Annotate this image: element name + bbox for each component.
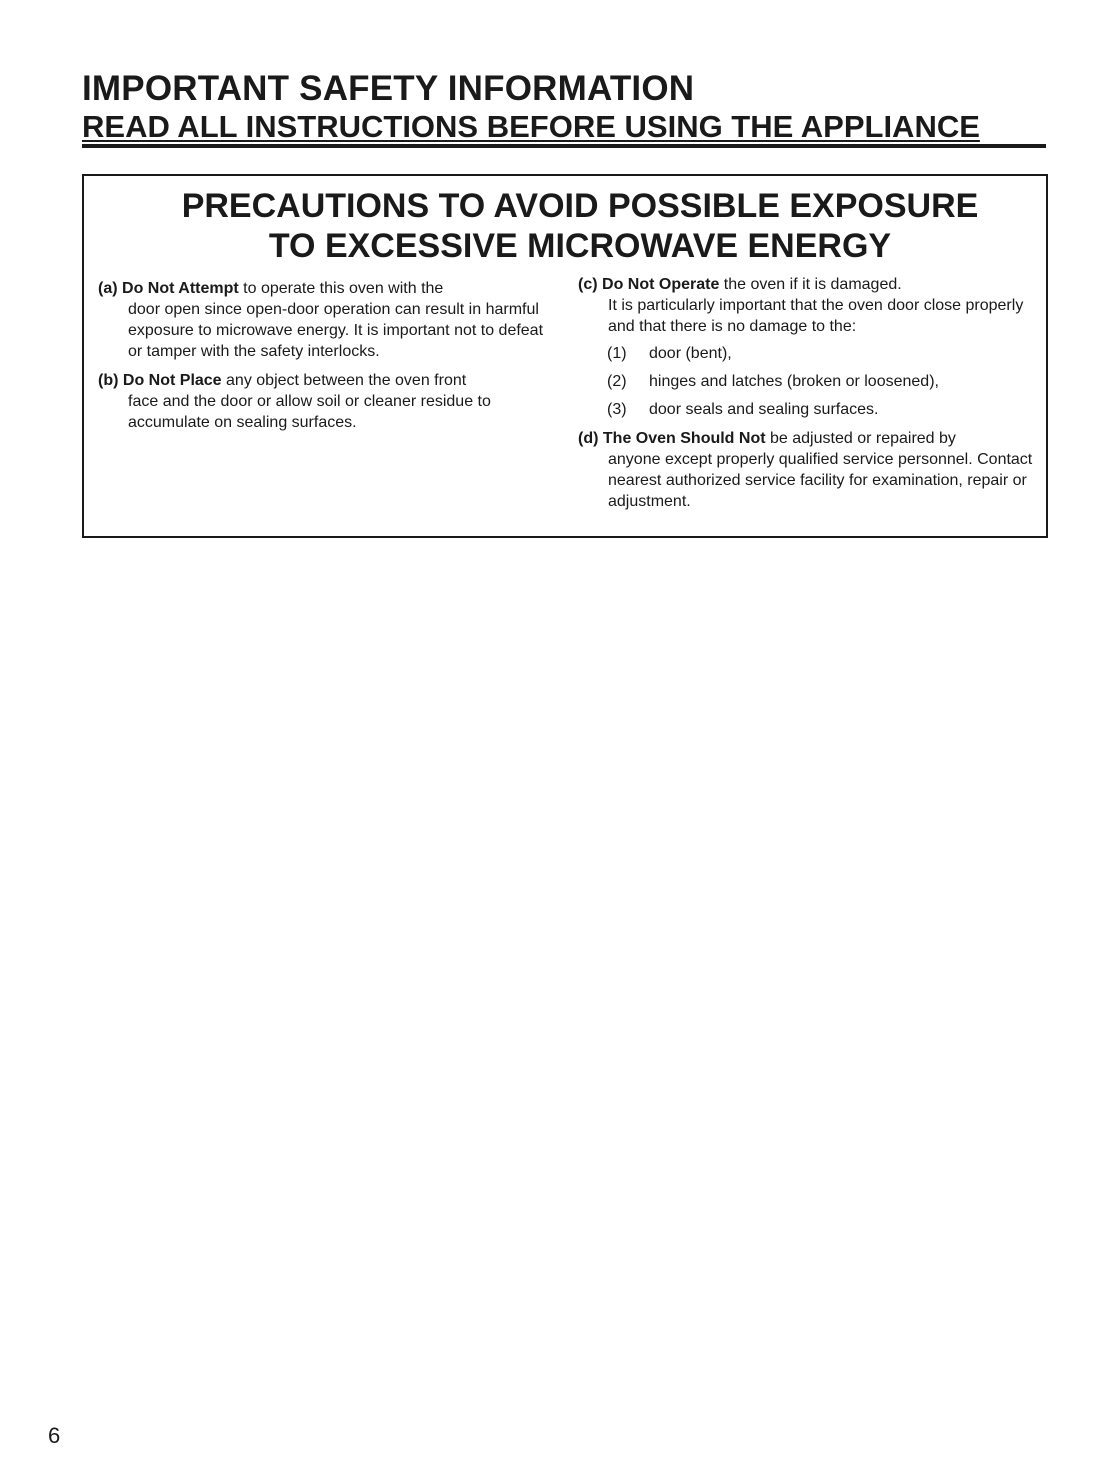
precaution-item-head xyxy=(578,428,1038,449)
item-first-line: the oven if it is damaged. xyxy=(719,276,902,293)
precautions-title-line2: TO EXCESSIVE MICROWAVE ENERGY xyxy=(268,227,892,265)
page-number: 6 xyxy=(48,1423,61,1448)
precaution-item-c xyxy=(578,274,1038,420)
header-rule xyxy=(82,144,1046,148)
page-header xyxy=(82,70,1046,144)
damage-list-number: (1) xyxy=(607,345,627,362)
precaution-item-d xyxy=(578,428,1038,512)
damage-list-item xyxy=(607,371,1038,392)
precaution-item-b xyxy=(98,370,548,433)
item-lead: The Oven Should Not xyxy=(602,430,766,447)
item-body: face and the door or allow soil or cleaner residue to accumulate on sealing surfaces. xyxy=(128,393,491,431)
item-first-line: any object between the oven front xyxy=(221,372,467,389)
item-marker: (c) xyxy=(578,276,598,293)
damage-list-text: door (bent), xyxy=(649,345,732,362)
item-marker: (b) xyxy=(98,372,119,389)
damage-list-text: door seals and sealing surfaces. xyxy=(649,401,879,418)
precautions-box xyxy=(82,174,1048,538)
damage-list-text: hinges and latches (broken or loosened), xyxy=(649,373,939,390)
damage-list-item xyxy=(607,343,1038,364)
precaution-item-head xyxy=(578,274,1038,295)
page-subtitle: READ ALL INSTRUCTIONS BEFORE USING THE APPLIANCE xyxy=(82,109,980,144)
precaution-item-a xyxy=(98,278,548,362)
item-lead: Do Not Operate xyxy=(602,276,720,293)
left-column xyxy=(98,278,548,441)
precautions-title xyxy=(84,186,1046,266)
item-body: door open since open-door operation can result in harmful exposure to microwave energy. It is important not to defeat or tamper with the safety interlocks. xyxy=(128,301,544,360)
precaution-item-head xyxy=(98,278,548,299)
item-lead: Do Not Attempt xyxy=(122,280,239,297)
damage-list xyxy=(578,343,1038,420)
damage-list-number: (3) xyxy=(607,401,627,418)
item-first-line: to operate this oven with the xyxy=(238,280,444,297)
item-body: It is particularly important that the oven door close properly and that there is no damage to the: xyxy=(608,297,1024,335)
damage-list-item xyxy=(607,399,1038,420)
precautions-title-line1: PRECAUTIONS TO AVOID POSSIBLE EXPOSURE xyxy=(181,187,979,225)
page-title: IMPORTANT SAFETY INFORMATION xyxy=(82,69,695,108)
right-column xyxy=(578,274,1038,520)
precaution-item-head xyxy=(98,370,548,391)
item-first-line: be adjusted or repaired by xyxy=(765,430,956,447)
item-body: anyone except properly qualified service personnel. Contact nearest authorized service facility for examination, repair or adjustment. xyxy=(608,451,1033,510)
item-marker: (a) xyxy=(98,280,118,297)
damage-list-number: (2) xyxy=(607,373,627,390)
item-lead: Do Not Place xyxy=(122,372,222,389)
item-marker: (d) xyxy=(578,430,599,447)
